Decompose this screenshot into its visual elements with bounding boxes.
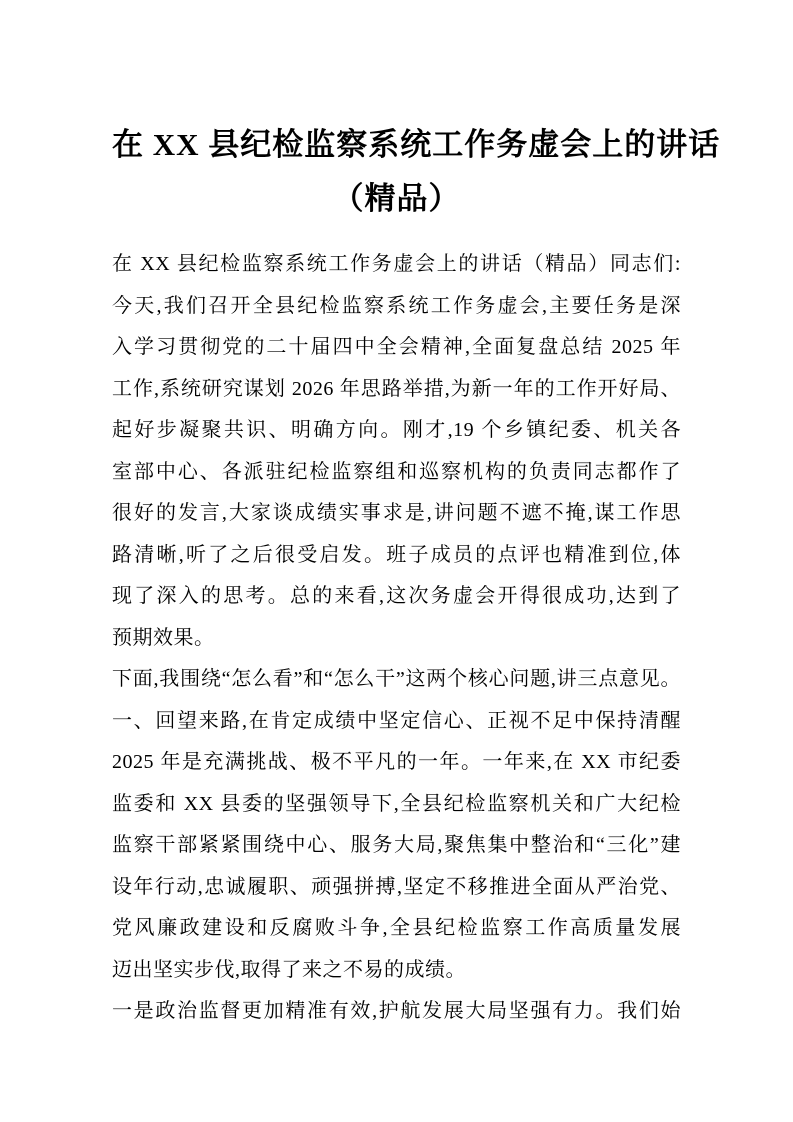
body-text-line: 下面,我围绕“怎么看”和“怎么干”这两个核心问题,讲三点意见。	[112, 668, 681, 690]
paragraph	[112, 701, 681, 743]
body-text-line: 监委和 XX 县委的坚强领导下,全县纪检监察机关和广大纪检	[112, 792, 681, 815]
paragraph	[112, 742, 681, 991]
body-text-line: 路清晰,听了之后很受启发。班子成员的点评也精准到位,体	[112, 543, 681, 566]
paragraph	[112, 991, 681, 1033]
body-text-line: 起好步凝聚共识、明确方向。刚才,19 个乡镇纪委、机关各	[112, 419, 681, 441]
document-body	[112, 244, 681, 1033]
body-text-line: 2025 年是充满挑战、极不平凡的一年。一年来,在 XX 市纪委	[112, 751, 681, 773]
body-text-line: 监察干部紧紧围绕中心、服务大局,聚焦集中整治和“三化”建	[112, 834, 681, 856]
body-text-line: 现了深入的思考。总的来看,这次务虚会开得很成功,达到了	[112, 585, 681, 607]
document-title-line-2: （精品）	[332, 181, 461, 216]
body-text-line: 迈出坚实步伐,取得了来之不易的成绩。	[112, 958, 466, 981]
body-text-line: 预期效果。	[112, 626, 215, 649]
body-text-line: 很好的发言,大家谈成绩实事求是,讲问题不遮不掩,谋工作思	[112, 502, 681, 524]
body-text-line: 党风廉政建设和反腐败斗争,全县纪检监察工作高质量发展	[112, 917, 681, 939]
paragraph	[112, 244, 681, 659]
body-text-line: 一、回望来路,在肯定成绩中坚定信心、正视不足中保持清醒	[112, 709, 681, 732]
body-text-line: 设年行动,忠诚履职、顽强拼搏,坚定不移推进全面从严治党、	[112, 875, 681, 898]
body-text-line: 今天,我们召开全县纪检监察系统工作务虚会,主要任务是深	[112, 294, 681, 317]
body-text-line: 一是政治监督更加精准有效,护航发展大局坚强有力。我们始	[112, 1000, 681, 1022]
body-text-line: 工作,系统研究谋划 2026 年思路举措,为新一年的工作开好局、	[112, 377, 681, 400]
document-title	[112, 118, 721, 226]
document-title-line-1: 在 XX 县纪检监察系统工作务虚会上的讲话	[112, 127, 721, 162]
body-text-line: 室部中心、各派驻纪检监察组和巡察机构的负责同志都作了	[112, 460, 681, 483]
body-text-line: 入学习贯彻党的二十届四中全会精神,全面复盘总结 2025 年	[112, 336, 681, 358]
body-text-line: 在 XX 县纪检监察系统工作务虚会上的讲话（精品）同志们:	[112, 253, 681, 275]
paragraph	[112, 659, 681, 701]
